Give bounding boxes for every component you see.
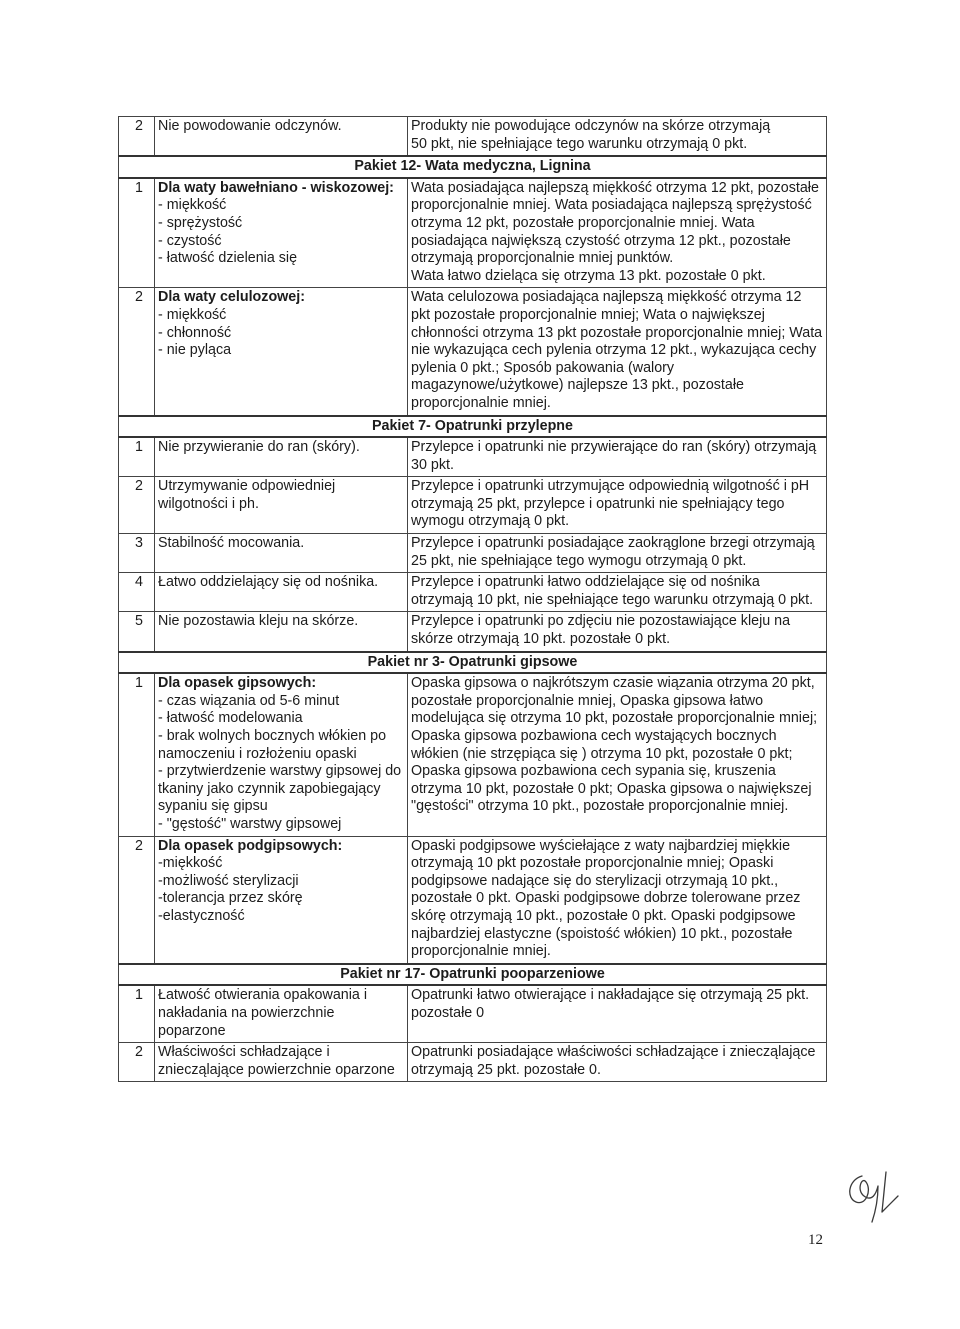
scoring-description-cell — [408, 477, 827, 534]
scoring-description: Wata łatwo dzieląca się otrzyma 13 pkt. pozostałe 0 pkt. — [411, 267, 766, 284]
scoring-description-cell — [408, 1043, 827, 1082]
criterion-item: - miękkość — [158, 197, 227, 214]
criterion-item: - łatwość modelowania — [158, 710, 303, 727]
criterion-item: - brak wolnych bocznych włókien po namoczeniu i rozłożeniu opaski — [158, 728, 387, 762]
scoring-description-cell — [408, 985, 827, 1042]
scoring-description-cell — [408, 178, 827, 288]
criterion-item: -miękkość — [158, 855, 223, 872]
scoring-description-cell — [408, 573, 827, 612]
criterion-item: - czas wiązania od 5-6 minut — [158, 692, 340, 709]
criterion-item: -tolerancja przez skórę — [158, 890, 303, 907]
criterion-item: - nie pyląca — [158, 342, 232, 359]
criterion-name-cell — [155, 612, 408, 652]
criterion-item: Nie powodowanie odczynów. — [158, 118, 342, 134]
scoring-description-cell — [408, 673, 827, 836]
criterion-row — [119, 612, 827, 652]
scoring-description: Przylepce i opatrunki łatwo oddzielające się od nośnika otrzymają 10 pkt, nie spełniające tego warunku otrzymają 0 pkt. — [411, 574, 814, 608]
criterion-name-cell — [155, 437, 408, 477]
criterion-number: 2 — [119, 477, 155, 534]
criterion-name-cell — [155, 985, 408, 1042]
criterion-number: 2 — [119, 1043, 155, 1082]
criterion-item: Utrzymywanie odpowiedniej wilgotności i ph. — [158, 478, 336, 512]
scoring-description: Przylepce i opatrunki utrzymujące odpowiednią wilgotność i pH otrzymają 25 pkt, przylepce i opatrunki nie spełniający tego wymogu otrzymają 0 pkt. — [411, 478, 810, 530]
package-title: Pakiet nr 3- Opatrunki gipsowe — [119, 652, 827, 674]
criterion-row — [119, 117, 827, 157]
criterion-item: Stabilność mocowania. — [158, 535, 305, 552]
page-number: 12 — [808, 1232, 823, 1248]
criterion-name-cell — [155, 288, 408, 416]
criterion-name-cell — [155, 673, 408, 836]
criterion-item: Nie przywieranie do ran (skóry). — [158, 439, 360, 456]
criterion-title: Dla opasek podgipsowych: — [158, 837, 343, 854]
handwritten-signature — [842, 1150, 904, 1232]
criterion-item: - sprężystość — [158, 214, 243, 231]
criterion-name-cell — [155, 477, 408, 534]
criterion-row — [119, 288, 827, 416]
scoring-description: Przylepce i opatrunki posiadające zaokrąglone brzegi otrzymają 25 pkt, nie spełniające tego wymogu otrzymają 0 pkt. — [411, 535, 815, 569]
scoring-description-cell — [408, 437, 827, 477]
scoring-description: Opaski podgipsowe wyściełające z waty najbardziej miękkie otrzymają 10 pkt pozostałe proporcjonalnie mniej; Opaski podgipsowe nadające się do sterylizacji otrzymają 10 pkt., pozostałe 0 pkt. Opaski podgipsowe dobrze tolerowane przez skórę otrzymają 10 pkt., pozostałe 0 pkt. Opaski podgipsowe najbardziej elastyczne (spoistość włókien) 10 pkt., pozostałe proporcjonalnie mniej. — [411, 837, 801, 960]
package-header-row — [119, 156, 827, 178]
criterion-title: Dla waty celulozowej: — [158, 289, 305, 306]
criterion-number: 1 — [119, 673, 155, 836]
criterion-item: Właściwości schładzające i zniecząlające powierzchnie oparzone — [158, 1044, 395, 1078]
criterion-row — [119, 1043, 827, 1082]
criterion-item: -elastyczność — [158, 907, 245, 924]
criteria-table — [118, 116, 827, 1082]
criterion-row — [119, 985, 827, 1042]
scoring-description: Opaska gipsowa o najkrótszym czasie wiązania otrzyma 20 pkt, pozostałe proporcjonalnie mniej, Opaska gipsowa łatwo modelująca się otrzyma 10 pkt, pozostałe proporcjonalnie mniej; Opaska gipsowa pozbawiona cech wystających bocznych włókien (nie strzępiąca się ) otrzyma 10 pkt, pozostałe 0 pkt; Opaska gipsowa pozbawiona cech sypania się, kruszenia otrzyma 10 pkt, pozostałe 0 pkt; Opaska gipsowa o największej "gęstości" otrzyma 10 pkt., pozostałe proporcjonalnie mniej. — [411, 675, 818, 815]
scoring-description-cell — [408, 836, 827, 964]
scoring-description: Wata celulozowa posiadająca najlepszą miękkość otrzyma 12 pkt pozostałe proporcjonalnie mniej; Wata o największej chłonności otrzyma 13 pkt pozostałe proporcjonalnie mniej; Wata nie wykazująca cech pylenia otrzyma 12 pkt., wykazująca cechy pylenia 0 pkt.; Sposób pakowania (walory magazynowe/użytkowe) najlepsze 13 pkt., pozostałe proporcjonalnie mniej. — [411, 289, 823, 411]
criterion-number: 1 — [119, 178, 155, 288]
criterion-title: Dla opasek gipsowych: — [158, 675, 317, 692]
criterion-row — [119, 437, 827, 477]
criterion-item: Łatwość otwierania opakowania i nakładania na powierzchnie poparzone — [158, 987, 368, 1039]
scoring-description: Wata posiadająca najlepszą miękkość otrzyma 12 pkt, pozostałe proporcjonalnie mniej. Wata posiadająca najlepszą sprężystość otrzyma 12 pkt, pozostałe proporcjonalnie mniej. Wata posiadająca największą czystość otrzyma 12 pkt., pozostałe otrzymają proporcjonalnie mniej punktów. — [411, 179, 819, 267]
scoring-description-cell — [408, 288, 827, 416]
criterion-row — [119, 573, 827, 612]
criterion-number: 4 — [119, 573, 155, 612]
criterion-item: - "gęstość" warstwy gipsowej — [158, 815, 342, 832]
scoring-description: Przylepce i opatrunki nie przywierające do ran (skóry) otrzymają 30 pkt. — [411, 439, 817, 473]
criterion-name-cell — [155, 534, 408, 573]
criterion-item: - chłonność — [158, 324, 232, 341]
scoring-description: Opatrunki posiadające właściwości schładzające i zniecząlające otrzymają 25 pkt. pozostałe 0. — [411, 1044, 816, 1078]
criterion-number: 1 — [119, 985, 155, 1042]
criterion-number: 1 — [119, 437, 155, 477]
criterion-row — [119, 178, 827, 288]
criterion-item: - czystość — [158, 232, 222, 249]
scoring-description-cell — [408, 117, 827, 157]
criterion-row — [119, 477, 827, 534]
scoring-description: Przylepce i opatrunki po zdjęciu nie pozostawiające kleju na skórze otrzymają 10 pkt. pozostałe 0 pkt. — [411, 613, 791, 648]
scoring-description: Opatrunki łatwo otwierające i nakładające się otrzymają 25 pkt. pozostałe 0 — [411, 987, 810, 1021]
scoring-description: Produkty nie powodujące odczynów na skórze otrzymają — [411, 118, 771, 134]
package-header-row — [119, 652, 827, 674]
criterion-row — [119, 673, 827, 836]
package-title: Pakiet nr 17- Opatrunki pooparzeniowe — [119, 964, 827, 986]
criterion-item: - łatwość dzielenia się — [158, 250, 298, 267]
scoring-description: 50 pkt, nie spełniające tego warunku otrzymają 0 pkt. — [411, 135, 748, 152]
criterion-name-cell — [155, 117, 408, 157]
criterion-row — [119, 836, 827, 964]
criterion-number: 3 — [119, 534, 155, 573]
criterion-number: 2 — [119, 117, 155, 157]
criterion-item: -możliwość sterylizacji — [158, 872, 299, 889]
scoring-description-cell — [408, 534, 827, 573]
criterion-row — [119, 534, 827, 573]
criterion-name-cell — [155, 1043, 408, 1082]
package-header-row — [119, 416, 827, 438]
criterion-item: Łatwo oddzielający się od nośnika. — [158, 574, 379, 591]
criterion-name-cell — [155, 573, 408, 612]
package-title: Pakiet 12- Wata medyczna, Lignina — [119, 156, 827, 178]
package-title: Pakiet 7- Opatrunki przylepne — [119, 416, 827, 438]
criterion-title: Dla waty bawełniano - wiskozowej: — [158, 179, 394, 196]
criterion-number: 2 — [119, 836, 155, 964]
criterion-item: - przytwierdzenie warstwy gipsowej do tkaniny jako czynnik zapobiegający sypaniu się gipsu — [158, 763, 402, 815]
criterion-number: 2 — [119, 288, 155, 416]
criterion-item: Nie pozostawia kleju na skórze. — [158, 613, 359, 630]
scoring-description-cell — [408, 612, 827, 652]
criterion-number: 5 — [119, 612, 155, 652]
criterion-name-cell — [155, 836, 408, 964]
criterion-name-cell — [155, 178, 408, 288]
package-header-row — [119, 964, 827, 986]
criterion-item: - miękkość — [158, 306, 227, 323]
